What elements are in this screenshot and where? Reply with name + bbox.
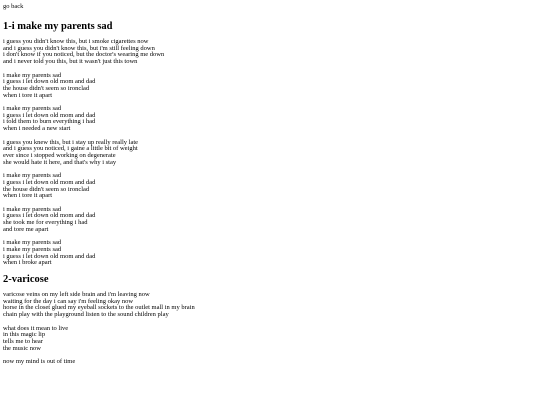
lyric-stanza	[3, 207, 533, 234]
lyric-line: varicose veins on my left side brain and i'm leaving now	[3, 291, 150, 299]
lyric-line: i told them to burn everything i had	[3, 118, 96, 126]
song-title: 2-varicose	[3, 274, 49, 286]
lyric-line: i make my parents sad	[3, 71, 62, 79]
lyric-line: tells me to hear	[3, 337, 43, 345]
lyric-line: i guess i let down old mom and dad	[3, 78, 96, 86]
song-lyrics	[3, 39, 533, 267]
lyric-line: ever since i stopped working on degenerate	[3, 152, 116, 160]
lyric-line: she would hate it here, and that's why i stay	[3, 158, 117, 166]
song-title: 1-i make my parents sad	[3, 21, 113, 32]
lyric-stanza	[3, 106, 533, 133]
lyric-line: and i guess you noticed, i gaine a little bit of weight	[3, 145, 138, 153]
lyric-stanza	[3, 39, 533, 66]
lyric-line: i make my parents sad	[3, 205, 62, 213]
lyric-line: waiting for the day i can say i'm feeling okay now	[3, 297, 134, 305]
lyric-line: horse in the closet glued my eyeball sockets to the outlet mall in my brain	[3, 304, 195, 312]
lyric-stanza	[3, 73, 533, 100]
lyric-stanza	[3, 326, 533, 353]
lyric-line: when i broke apart	[3, 259, 52, 267]
lyric-line: in this magic lip	[3, 331, 46, 339]
lyric-line: and tore me apart	[3, 225, 49, 233]
lyric-line: i guess i let down old mom and dad	[3, 111, 96, 119]
lyric-line: what does it mean to live	[3, 324, 69, 332]
lyric-line: i guess you knew this, but i stay up really really late	[3, 138, 139, 146]
lyric-line: chain play with the playground listen to the sound children play	[3, 311, 169, 319]
go-back-link[interactable]: go back	[3, 3, 24, 10]
lyric-stanza	[3, 240, 533, 267]
lyric-line: i make my parents sad	[3, 245, 62, 253]
lyric-line: when i tore it apart	[3, 91, 53, 99]
song-lyrics	[3, 292, 533, 366]
lyric-line: the house didn't seem so ironclad	[3, 185, 90, 193]
lyric-line: she took me for everything i had	[3, 219, 88, 227]
lyric-line: and i guess you didn't know this, but i'm still feeling down	[3, 44, 155, 52]
lyric-line: i make my parents sad	[3, 172, 62, 180]
lyric-line: when i needed a new start	[3, 125, 71, 133]
lyric-stanza	[3, 359, 533, 366]
lyric-line: i guess i let down old mom and dad	[3, 252, 96, 260]
lyric-line: and i never told you this, but it wasn't just this town	[3, 58, 138, 66]
lyric-line: i make my parents sad	[3, 105, 62, 113]
lyric-line: the music now	[3, 344, 41, 352]
lyric-line: i make my parents sad	[3, 239, 62, 247]
lyric-stanza	[3, 292, 533, 319]
lyric-line: when i tore it apart	[3, 192, 53, 200]
page-content	[3, 3, 533, 366]
lyric-line: i guess i let down old mom and dad	[3, 212, 96, 220]
lyric-line: now my mind is out of time	[3, 358, 76, 366]
lyric-stanza	[3, 173, 533, 200]
lyric-line: i don't know if you noticed, but the doctor's wearing me down	[3, 51, 165, 59]
lyric-line: i guess i let down old mom and dad	[3, 178, 96, 186]
lyric-line: i guess you didn't know this, but i smoke cigarettes now	[3, 38, 149, 45]
lyric-line: the house didn't seem so ironclad	[3, 84, 90, 92]
lyric-stanza	[3, 140, 533, 167]
